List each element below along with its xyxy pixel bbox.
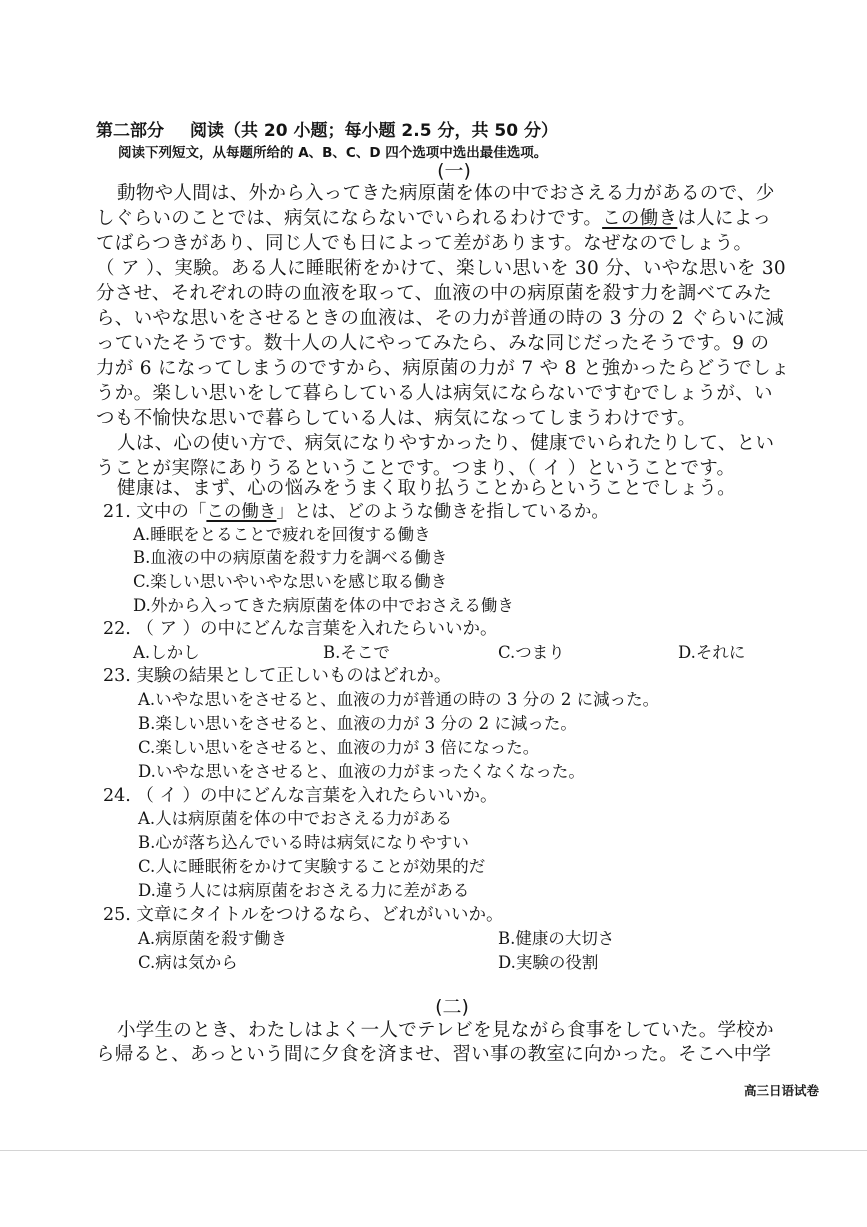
passage-1-label: (一) <box>437 160 471 182</box>
scan-edge-line <box>0 1150 867 1151</box>
question-23-option-c: C.楽しい思いをさせると、血液の力が 3 倍になった。 <box>138 738 540 757</box>
reading-instruction: 阅读下列短文，从每题所给的 A、B、C、D 四个选项中选出最佳选项。 <box>118 145 548 161</box>
question-25-option-a: A.病原菌を殺す働き <box>138 929 288 948</box>
section-heading <box>96 116 558 141</box>
passage-1-line-9: うか。楽しい思いをして暮らしている人は病気にならないですむでしょうが、い <box>96 383 773 404</box>
underlined-phrase: この働き <box>602 208 678 229</box>
question-21-option-c: C.楽しい思いやいやな思いを感じ取る働き <box>133 572 448 591</box>
question-25-option-d: D.実験の役割 <box>498 953 599 972</box>
question-23-stem: 23. 実験の結果として正しいものはどれか。 <box>103 666 452 686</box>
question-23-option-d: D.いやな思いをさせると、血液の力がまったくなくなった。 <box>138 762 585 781</box>
question-24-option-b: B.心が落ち込んでいる時は病気になりやすい <box>138 833 469 852</box>
question-22-option-d: D.それに <box>678 643 746 662</box>
passage-1-line-4: （ ア ）、実験。ある人に睡眠術をかけて、楽しい思いを 30 分、いやな思いを 30 <box>96 258 786 279</box>
passage-1-line-11: 人は、心の使い方で、病気になりやすかったり、健康でいられたりして、とい <box>117 433 775 454</box>
question-24-stem: 24. （ イ ）の中にどんな言葉を入れたらいいか。 <box>103 786 498 806</box>
question-25-option-c: C.病は気から <box>138 953 238 972</box>
passage-1-line-3: てばらつきがあり、同じ人でも日によって差があります。なぜなのでしょう。 <box>96 233 753 254</box>
passage-1-line-5: 分させ、それぞれの時の血液を取って、血液の中の病原菌を殺す力を調べてみた <box>96 283 772 304</box>
question-21-option-a: A.睡眠をとることで疲れを回復する働き <box>133 525 431 544</box>
question-21-stem-b: 」とは、どのような働きを指しているか。 <box>276 502 609 522</box>
question-22-option-b: B.そこで <box>323 643 390 662</box>
question-23-option-a: A.いやな思いをさせると、血液の力が普通の時の 3 分の 2 に減った。 <box>138 690 660 709</box>
question-21-underlined: この働き <box>206 502 277 522</box>
question-21-option-b: B.血液の中の病原菌を殺す力を調べる働き <box>133 548 448 567</box>
passage-1-line-10: つも不愉快な思いで暮らしている人は、病気になってしまうわけです。 <box>96 408 697 429</box>
passage-1-line-13: 健康は、まず、心の悩みをうまく取り払うことからということでしょう。 <box>117 478 736 499</box>
question-22-option-c: C.つまり <box>498 643 565 662</box>
question-22-option-a: A.しかし <box>133 643 200 662</box>
passage-1-line-1: 動物や人間は、外から入ってきた病原菌を体の中でおさえる力があるので、少 <box>117 183 775 204</box>
passage-1-line-2 <box>96 207 822 231</box>
passage-2-line-1: 小学生のとき、わたしはよく一人でテレビを見ながら食事をしていた。学校か <box>117 1020 774 1041</box>
passage-2-label: (二) <box>435 996 469 1018</box>
question-23-option-b: B.楽しい思いをさせると、血液の力が 3 分の 2 に減った。 <box>138 714 577 733</box>
question-25-option-b: B.健康の大切さ <box>498 929 615 948</box>
question-22-stem: 22. （ ア ）の中にどんな言葉を入れたらいいか。 <box>103 619 498 639</box>
question-24-option-a: A.人は病原菌を体の中でおさえる力がある <box>138 809 453 828</box>
passage-1-line-8: 力が 6 になってしまうのですから、病原菌の力が 7 や 8 と強かったらどうでしょ <box>96 358 790 379</box>
question-21-stem-a: 21. 文中の「 <box>103 502 207 522</box>
question-21-stem <box>103 500 609 524</box>
passage-1-line-6: ら、いやな思いをさせるときの血液は、その力が普通の時の 3 分の 2 ぐらいに減 <box>96 308 785 329</box>
passage-1-line-2-text: しぐらいのことでは、病気にならないでいられるわけです。 <box>96 208 603 229</box>
passage-1-line-12: うことが実際にありうるということです。つまり、（ イ ）ということです。 <box>96 458 736 479</box>
question-25-stem: 25. 文章にタイトルをつけるなら、どれがいいか。 <box>103 905 504 925</box>
passage-1-line-7: っていたそうです。数十人の人にやってみたら、みな同じだったそうです。9 の <box>96 333 770 354</box>
question-21-option-d: D.外から入ってきた病原菌を体の中でおさえる働き <box>133 596 514 615</box>
page-footer: 高三日语试卷 <box>744 1083 820 1098</box>
question-24-option-c: C.人に睡眠術をかけて実験することが効果的だ <box>138 857 486 876</box>
passage-1-line-2-tail: は人によっ <box>677 208 772 229</box>
section-subtitle: 阅读（共 20 小题；每小题 2.5 分，共 50 分） <box>190 121 558 141</box>
section-title: 第二部分 <box>96 121 164 141</box>
question-24-option-d: D.違う人には病原菌をおさえる力に差がある <box>138 881 470 900</box>
passage-2-line-2: ら帰ると、あっという間に夕食を済ませ、習い事の教室に向かった。そこへ中学 <box>96 1044 772 1065</box>
